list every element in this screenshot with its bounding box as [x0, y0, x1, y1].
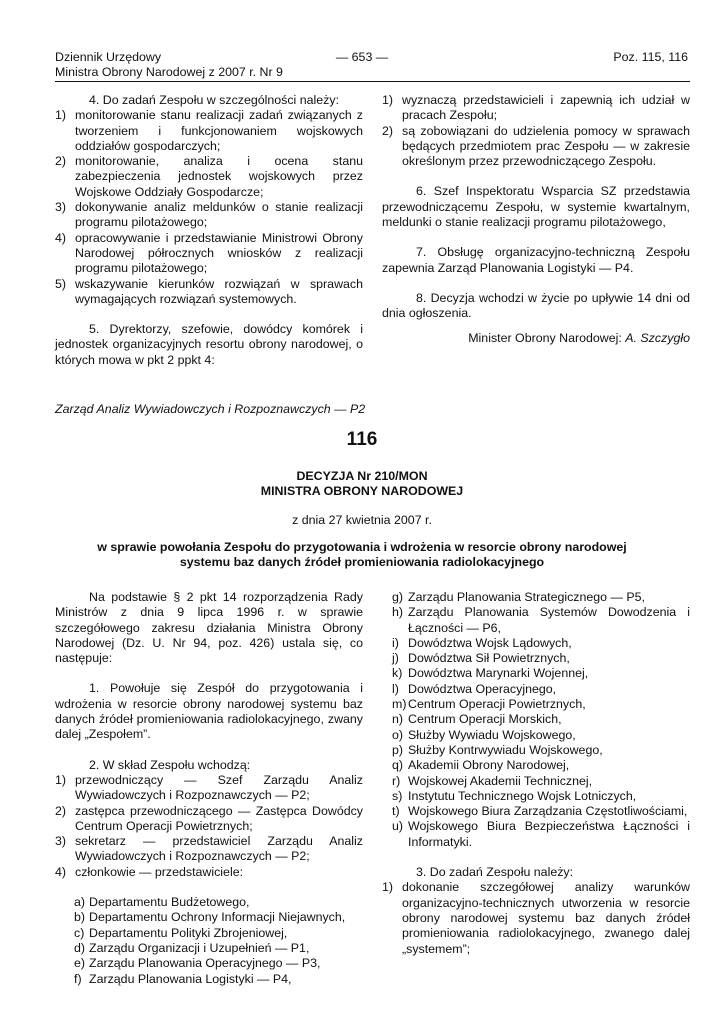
sublist-item	[74, 910, 363, 925]
sublist-letter: s)	[392, 788, 403, 803]
preamble: Na podstawie § 2 pkt 14 rozporządzenia Rady Ministrów z dnia 9 lipca 1996 r. w sprawie szczegółowego zakresu działania Ministra Obrony Narodowej (Dz. U. Nr 94, poz. 426) ustala się, co następuje:	[55, 590, 363, 666]
sublist-letter: e)	[74, 956, 86, 971]
paragraph-6: 6. Szef Inspektoratu Wsparcia SZ przedstawia przewodniczącemu Zespołu, w systemie kwartalnym, meldunki o stanie realizacji programu pilotażowego,	[382, 184, 690, 230]
list-item	[55, 277, 363, 308]
paragraph-1: 1. Powołuje się Zespół do przygotowania i wdrożenia w resorcie obrony narodowej systemu baz danych źródeł promieniowania radiolokacyjnego, zwany dalej „Zespołem”.	[55, 681, 363, 742]
page-number: — 653 —	[335, 50, 389, 64]
sublist-item	[74, 941, 363, 956]
signature-name: A. Szczygło	[625, 330, 690, 345]
sublist-letter: t)	[392, 804, 400, 819]
list-text: są zobowiązani do udzielenia pomocy w sprawach będących przedmiotem prac Zespołu — w zakresie określonym przez przewodniczącego Zespołu.	[402, 123, 690, 169]
sublist-text: Zarządu Planowania Systemów Dowodzenia i Łączności — P6,	[408, 605, 690, 635]
sublist-letter: l)	[392, 681, 399, 696]
sublist-text: Zarządu Planowania Operacyjnego — P3,	[89, 956, 321, 971]
list-number: 1)	[55, 772, 67, 787]
decision-title-line2: MINISTRA OBRONY NARODOWEJ	[260, 484, 464, 499]
decision-title	[0, 469, 724, 500]
list-item	[382, 93, 690, 124]
sublist-text: Wojskowej Akademii Technicznej,	[408, 773, 593, 788]
paragraph-4-list	[55, 108, 363, 307]
sublist-item	[392, 758, 690, 773]
sublist-text: Centrum Operacji Morskich,	[408, 712, 562, 727]
decision-title-line1: DECYZJA Nr 210/MON	[296, 469, 428, 483]
sublist-text: Służby Wywiadu Wojskowego,	[408, 727, 576, 742]
decision-subject-line1: w sprawie powołania Zespołu do przygotowania i wdrożenia w resorcie obrony narodowej	[97, 540, 627, 554]
list-item	[55, 865, 363, 880]
sublist-letter: q)	[392, 758, 404, 773]
bottom-left-column	[55, 590, 363, 987]
paragraph-2-intro: 2. W skład Zespołu wchodzą:	[89, 757, 251, 772]
list-text: monitorowanie, analiza i ocena stanu zabezpieczenia jednostek wojskowych przez Wojskowe Oddziały Gospodarcze;	[75, 154, 363, 199]
list-number: 1)	[55, 108, 67, 123]
sublist-text: Dowództwa Sił Powietrznych,	[408, 651, 570, 666]
list-item	[55, 804, 363, 835]
sublist-text: Wojskowego Biura Zarządzania Częstotliwościami,	[408, 804, 688, 819]
list-text: opracowywanie i przedstawianie Ministrowi Obrony Narodowej półrocznych wniosków z realizacji programu pilotażowego;	[75, 230, 363, 276]
list-text: monitorowanie stanu realizacji zadań związanych z tworzeniem i funkcjonowaniem wojskowych oddziałów gospodarczych;	[75, 108, 363, 153]
decision-subject	[0, 540, 724, 571]
sublist-text: Akademii Obrony Narodowej,	[408, 758, 570, 773]
paragraph-3-intro: 3. Do zadań Zespołu należy:	[416, 865, 574, 880]
distribution-note: Zarząd Analiz Wywiadowczych i Rozpoznawczych — P2	[55, 402, 366, 416]
members-sublist-continued	[382, 590, 690, 850]
list-text: dokonywanie analiz meldunków o stanie realizacji programu pilotażowego;	[75, 200, 363, 230]
sublist-letter: f)	[74, 971, 82, 986]
journal-title-line2: Ministra Obrony Narodowej z 2007 r. Nr 9	[55, 65, 283, 79]
signature-label: Minister Obrony Narodowej:	[468, 330, 622, 345]
sublist-letter: c)	[74, 925, 85, 940]
sublist-letter: h)	[392, 605, 404, 620]
sublist-item	[392, 605, 690, 636]
sublist-text: Zarządu Organizacji i Uzupełnień — P1,	[89, 940, 310, 955]
sublist-item	[392, 774, 690, 789]
sublist-letter: k)	[392, 666, 403, 681]
list-text: przewodniczący — Szef Zarządu Analiz Wywiadowczych i Rozpoznawczych — P2;	[75, 772, 363, 803]
sublist-item	[392, 636, 690, 651]
sublist-item	[392, 789, 690, 804]
list-number: 3)	[55, 200, 67, 215]
top-right-column	[382, 93, 690, 346]
sublist-text: Zarządu Planowania Logistyki — P4,	[89, 971, 292, 986]
list-number: 1)	[382, 93, 394, 107]
sublist-letter: u)	[392, 819, 404, 834]
sublist-letter: j)	[392, 651, 399, 666]
sublist-letter: p)	[392, 742, 404, 757]
sublist-item	[392, 728, 690, 743]
members-sublist	[55, 895, 363, 987]
sublist-text: Służby Kontrwywiadu Wojskowego,	[408, 742, 603, 757]
sublist-text: Dowództwa Marynarki Wojennej,	[408, 666, 589, 681]
sublist-letter: m)	[392, 697, 407, 712]
sublist-letter: d)	[74, 940, 86, 955]
list-text: wskazywanie kierunków rozwiązań w sprawach wymagających rozwiązań systemowych.	[75, 276, 363, 306]
sublist-text: Departamentu Budżetowego,	[89, 895, 250, 910]
sublist-item	[392, 804, 690, 819]
sublist-letter: i)	[392, 635, 399, 650]
sublist-item	[392, 697, 690, 712]
list-text: wyznaczą przedstawicieli i zapewnią ich udział w pracach Zespołu;	[402, 93, 690, 123]
sublist-text: Dowództwa Operacyjnego,	[408, 681, 557, 696]
list-number: 5)	[55, 276, 67, 291]
sublist-item	[74, 895, 363, 910]
sublist-letter: a)	[74, 895, 86, 910]
list-item	[55, 231, 363, 277]
sublist-text: Departamentu Ochrony Informacji Niejawnych,	[89, 910, 346, 925]
sublist-text: Instytutu Technicznego Wojsk Lotniczych,	[408, 788, 637, 803]
top-left-column	[55, 93, 363, 368]
list-text: sekretarz — przedstawiciel Zarządu Analiz Wywiadowczych i Rozpoznawczych — P2;	[75, 834, 363, 864]
list-number: 3)	[55, 834, 67, 849]
position-number: Poz. 115, 116	[613, 50, 688, 64]
list-item	[55, 773, 363, 804]
sublist-item	[74, 926, 363, 941]
list-text: zastępca przewodniczącego — Zastępca Dowódcy Centrum Operacji Powietrznych;	[75, 803, 363, 833]
document-number: 116	[346, 429, 378, 450]
sublist-letter: b)	[74, 910, 86, 925]
sublist-item	[392, 590, 690, 605]
sublist-item	[392, 682, 690, 697]
sublist-text: Zarządu Planowania Strategicznego — P5,	[408, 590, 645, 604]
list-item	[382, 124, 690, 170]
sublist-letter: n)	[392, 712, 404, 727]
header-rule	[55, 81, 690, 82]
signature	[382, 331, 690, 346]
sublist-item	[392, 666, 690, 681]
list-text: dokonanie szczegółowej analizy warunków organizacyjno-technicznych utworzenia w resorcie obrony narodowej systemu baz danych źródeł promieniowania radiolokacyjnego, zwanego dalej „systemem”;	[402, 880, 690, 956]
list-number: 4)	[55, 864, 67, 879]
sublist-item	[392, 712, 690, 727]
list-number: 2)	[55, 154, 67, 169]
list-item	[55, 834, 363, 865]
sublist-letter: o)	[392, 727, 404, 742]
sublist-item	[74, 956, 363, 971]
sublist-item	[392, 819, 690, 850]
list-number: 2)	[382, 123, 394, 138]
paragraph-4-intro: 4. Do zadań Zespołu w szczególności należy:	[89, 93, 340, 107]
sublist-item	[74, 972, 363, 987]
journal-title-line1: Dziennik Urzędowy	[55, 50, 162, 64]
bottom-right-column	[382, 590, 690, 957]
sublist-text: Dowództwa Wojsk Lądowych,	[408, 635, 572, 650]
list-number: 4)	[55, 230, 67, 245]
list-item	[55, 154, 363, 200]
sublist-text: Departamentu Polityki Zbrojeniowej,	[89, 925, 288, 940]
list-number: 1)	[382, 880, 394, 895]
sublist-item	[392, 743, 690, 758]
sublist-text: Centrum Operacji Powietrznych,	[408, 697, 586, 712]
sublist-item	[392, 651, 690, 666]
sublist-text: Wojskowego Biura Bezpieczeństwa Łączności i Informatyki.	[408, 819, 690, 849]
paragraph-7: 7. Obsługę organizacyjno-techniczną Zespołu zapewnia Zarząd Planowania Logistyki — P4.	[382, 245, 690, 275]
paragraph-8: 8. Decyzja wchodzi w życie po upływie 14 dni od dnia ogłoszenia.	[382, 290, 690, 321]
list-item	[55, 200, 363, 231]
list-item	[55, 108, 363, 154]
decision-date: z dnia 27 kwietnia 2007 r.	[292, 513, 432, 527]
list-item	[382, 880, 690, 956]
sublist-letter: r)	[392, 773, 401, 788]
sublist-letter: g)	[392, 590, 404, 604]
decision-subject-line2: systemu baz danych źródeł promieniowania radiolokacyjnego	[179, 555, 545, 570]
list-text: członkowie — przedstawiciele:	[75, 864, 244, 879]
paragraph-5: 5. Dyrektorzy, szefowie, dowódcy komórek i jednostek organizacyjnych resortu obrony narodowej, o których mowa w pkt 2 ppkt 4:	[55, 322, 363, 367]
list-number: 2)	[55, 803, 67, 818]
